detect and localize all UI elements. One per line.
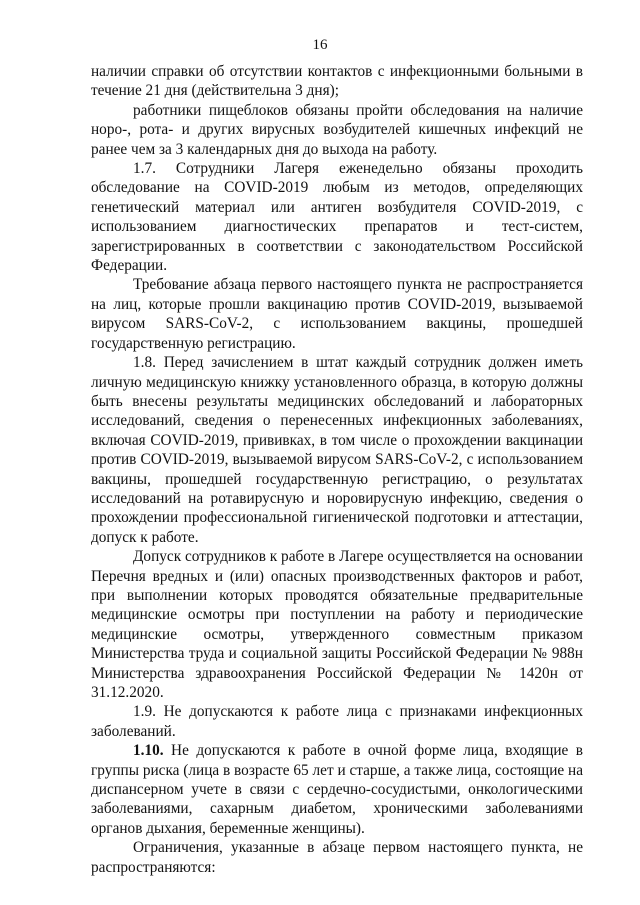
paragraph-1-10-text: Не допускаются к работе в очной форме лица, входящие в группы риска (лица в возрасте 65 лет и старше, а также лица, состоящие на диспансерном учете в связи с сердечно-сосудистыми, онкологическими заболеваниями, сахарным диабетом, хроническими заболеваниями органов дыхания, беременные женщины). (91, 742, 583, 837)
paragraph-admission: Допуск сотрудников к работе в Лагере осуществляется на основании Перечня вредных и (или) опасных производственных факторов и работ, при выполнении которых проводятся обязательные предварительные медицинские осмотры при поступлении на работу и периодические медицинские осмотры, утвержденного совместным приказом Министерства труда и социальной защиты Российской Федерации № 988н Министерства здравоохранения Российской Федерации № 1420н от 31.12.2020. (91, 548, 583, 701)
page-number: 16 (312, 37, 328, 53)
paragraph-1-7-exception: Требование абзаца первого настоящего пункта не распространяется на лиц, которые прошли вакцинацию против COVID-2019, вызываемой вирусом SARS-CoV-2, с использованием вакцины, прошедшей государственную регистрацию. (91, 276, 583, 352)
paragraph-1-10 (91, 741, 583, 838)
document-body (91, 62, 583, 877)
paragraph-restrictions: Ограничения, указанные в абзаце первом настоящего пункта, не распространяются: (91, 839, 583, 876)
paragraph-certificate-continuation: наличии справки об отсутствии контактов с инфекционными больными в течение 21 дня (действительна 3 дня); (91, 63, 583, 100)
paragraph-1-9: 1.9. Не допускаются к работе лица с признаками инфекционных заболеваний. (91, 703, 583, 740)
paragraph-1-7: 1.7. Сотрудники Лагеря еженедельно обязаны проходить обследование на COVID-2019 любым из методов, определяющих генетический материал или антиген возбудителя COVID-2019, с использованием диагностических препаратов и тест-систем, зарегистрированных в соответствии с законодательством Российской Федерации. (91, 160, 583, 275)
paragraph-1-8: 1.8. Перед зачислением в штат каждый сотрудник должен иметь личную медицинскую книжку установленного образца, в которую должны быть внесены результаты медицинских обследований и лабораторных исследований, сведения о перенесенных инфекционных заболеваниях, включая COVID-2019, прививках, в том числе о прохождении вакцинации против COVID-2019, вызываемой вирусом SARS-CoV-2, с использованием вакцины, прошедшей государственную регистрацию, о результатах исследований на ротавирусную и норовирусную инфекцию, сведения о прохождении профессиональной гигиенической подготовки и аттестации, допуск к работе. (91, 354, 583, 546)
paragraph-food-workers: работники пищеблоков обязаны пройти обследования на наличие норо-, рота- и других вирусных возбудителей кишечных инфекций не ранее чем за 3 календарных дня до выхода на работу. (91, 101, 583, 158)
clause-number: 1.10. (133, 742, 164, 760)
